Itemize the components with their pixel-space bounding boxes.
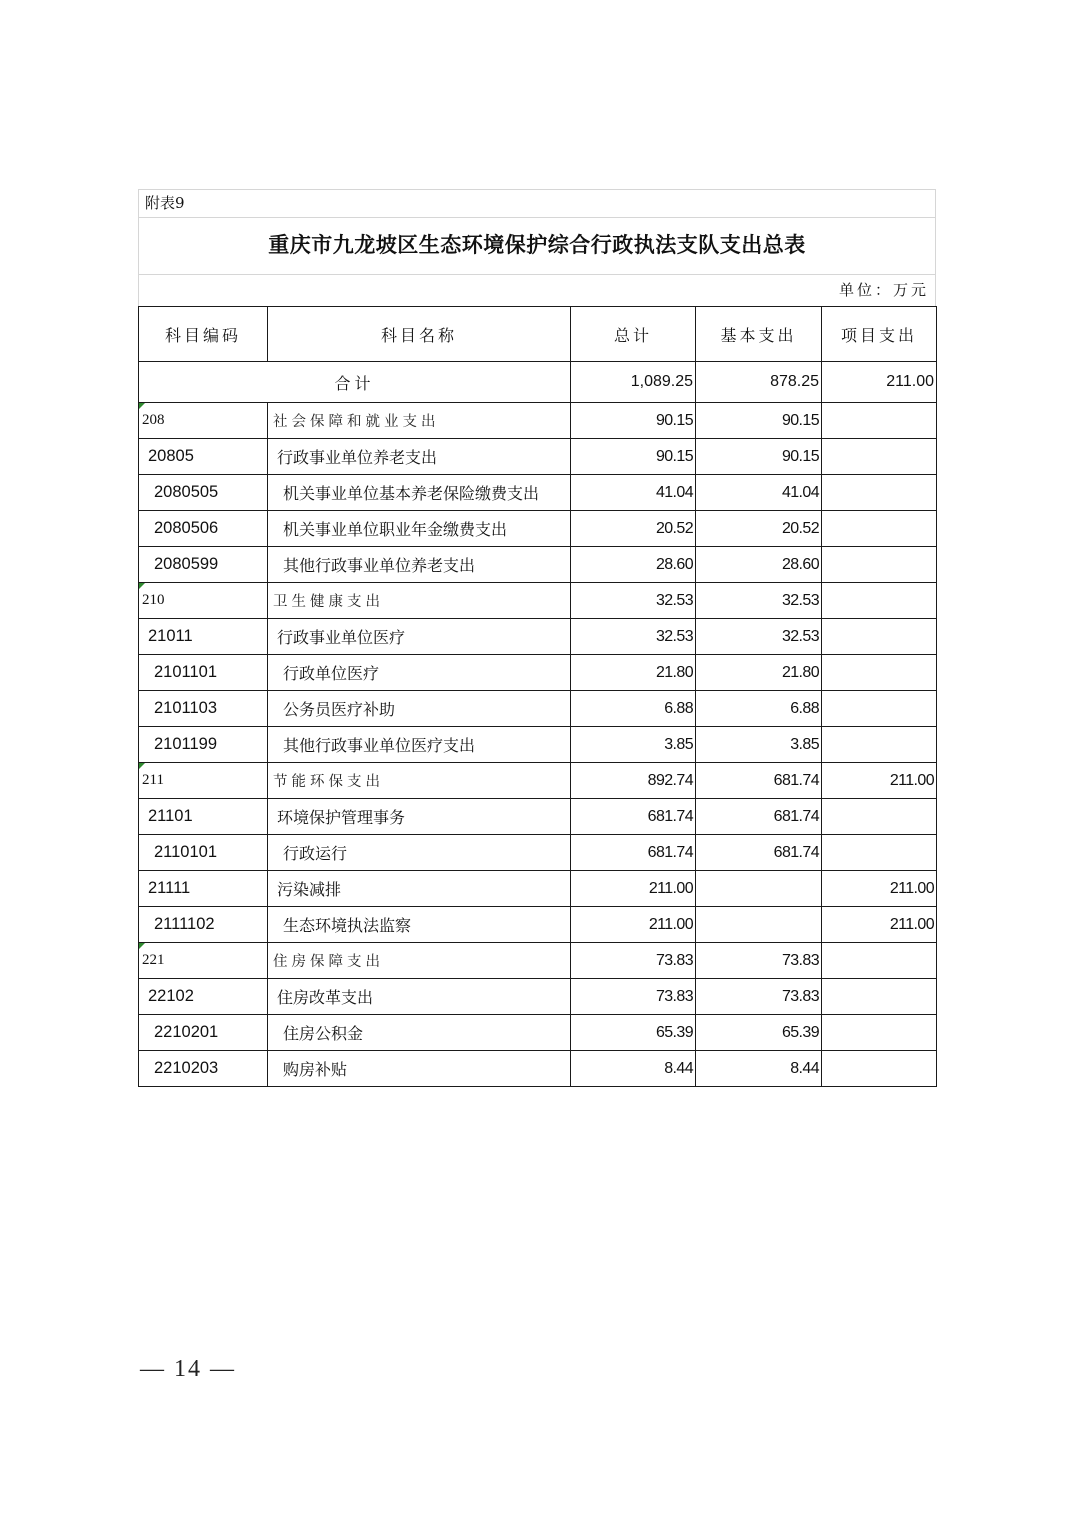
table-row — [139, 691, 937, 727]
table-row — [139, 871, 937, 907]
row-basic: 681.74 — [696, 763, 822, 799]
table-row — [139, 439, 937, 475]
total-row — [139, 362, 937, 403]
row-total: 3.85 — [571, 727, 696, 763]
row-basic: 6.88 — [696, 691, 822, 727]
row-project — [822, 691, 937, 727]
row-code — [139, 655, 268, 691]
table-row — [139, 655, 937, 691]
row-basic: 73.83 — [696, 943, 822, 979]
row-code-text: 211 — [142, 772, 164, 788]
row-basic: 65.39 — [696, 1015, 822, 1051]
row-code-text: 2101103 — [154, 699, 218, 717]
row-project — [822, 511, 937, 547]
row-basic: 73.83 — [696, 979, 822, 1015]
row-name: 住房公积金 — [268, 1015, 571, 1051]
row-basic: 90.15 — [696, 439, 822, 475]
row-project — [822, 943, 937, 979]
total-project: 211.00 — [822, 362, 937, 403]
row-project — [822, 439, 937, 475]
row-total: 681.74 — [571, 799, 696, 835]
row-project — [822, 1051, 937, 1087]
table-row — [139, 799, 937, 835]
row-project — [822, 835, 937, 871]
row-code — [139, 511, 268, 547]
row-basic: 681.74 — [696, 835, 822, 871]
row-basic: 8.44 — [696, 1051, 822, 1087]
row-code-text: 210 — [142, 592, 165, 608]
row-code — [139, 439, 268, 475]
column-header-project: 项目支出 — [822, 307, 937, 362]
row-name: 机关事业单位职业年金缴费支出 — [268, 511, 571, 547]
row-code-text: 2080599 — [154, 555, 219, 573]
row-code — [139, 619, 268, 655]
table-row — [139, 547, 937, 583]
table-row — [139, 403, 937, 439]
row-name: 公务员医疗补助 — [268, 691, 571, 727]
row-name: 住房改革支出 — [268, 979, 571, 1015]
row-total: 65.39 — [571, 1015, 696, 1051]
row-code — [139, 943, 268, 979]
row-basic: 41.04 — [696, 475, 822, 511]
sheet-header — [138, 189, 936, 306]
row-project — [822, 727, 937, 763]
row-basic — [696, 871, 822, 907]
row-code — [139, 1051, 268, 1087]
row-total: 32.53 — [571, 619, 696, 655]
green-marker-icon — [139, 583, 145, 589]
row-total: 41.04 — [571, 475, 696, 511]
row-code-text: 2101101 — [154, 663, 218, 681]
row-total: 73.83 — [571, 943, 696, 979]
table-row — [139, 583, 937, 619]
row-total: 28.60 — [571, 547, 696, 583]
row-code — [139, 583, 268, 619]
total-label: 合计 — [139, 362, 571, 403]
table-row — [139, 763, 937, 799]
row-code — [139, 547, 268, 583]
row-total: 211.00 — [571, 871, 696, 907]
row-name: 卫生健康支出 — [268, 583, 571, 619]
row-name: 购房补贴 — [268, 1051, 571, 1087]
row-total: 90.15 — [571, 403, 696, 439]
row-code-text: 21011 — [148, 627, 193, 645]
row-code-text: 2080505 — [154, 483, 219, 501]
green-marker-icon — [139, 403, 145, 409]
expenditure-table — [138, 306, 937, 1087]
row-total: 681.74 — [571, 835, 696, 871]
row-total: 211.00 — [571, 907, 696, 943]
row-total: 32.53 — [571, 583, 696, 619]
table-row — [139, 511, 937, 547]
row-code — [139, 763, 268, 799]
row-code-text: 208 — [142, 412, 165, 428]
row-project — [822, 655, 937, 691]
row-code — [139, 1015, 268, 1051]
table-row — [139, 619, 937, 655]
row-total: 8.44 — [571, 1051, 696, 1087]
row-total: 90.15 — [571, 439, 696, 475]
row-code — [139, 403, 268, 439]
row-name: 社会保障和就业支出 — [268, 403, 571, 439]
row-basic: 90.15 — [696, 403, 822, 439]
row-code — [139, 979, 268, 1015]
total-total: 1,089.25 — [571, 362, 696, 403]
table-row — [139, 907, 937, 943]
row-name: 行政单位医疗 — [268, 655, 571, 691]
row-basic: 21.80 — [696, 655, 822, 691]
table-row — [139, 1015, 937, 1051]
row-name: 住房保障支出 — [268, 943, 571, 979]
row-basic: 32.53 — [696, 619, 822, 655]
row-total: 73.83 — [571, 979, 696, 1015]
row-code-text: 2101199 — [154, 735, 218, 753]
row-project — [822, 547, 937, 583]
table-header-row — [139, 307, 937, 362]
row-basic — [696, 907, 822, 943]
row-code-text: 21111 — [148, 879, 191, 897]
table-row — [139, 475, 937, 511]
row-code — [139, 475, 268, 511]
table-row — [139, 727, 937, 763]
row-name: 行政事业单位养老支出 — [268, 439, 571, 475]
row-code — [139, 691, 268, 727]
row-project — [822, 403, 937, 439]
row-name: 生态环境执法监察 — [268, 907, 571, 943]
column-header-code: 科目编码 — [139, 307, 268, 362]
row-code — [139, 835, 268, 871]
row-project — [822, 583, 937, 619]
column-header-total: 总计 — [571, 307, 696, 362]
table-title: 重庆市九龙坡区生态环境保护综合行政执法支队支出总表 — [139, 218, 935, 275]
row-code-text: 2080506 — [154, 519, 219, 537]
table-row — [139, 835, 937, 871]
row-code — [139, 907, 268, 943]
row-name: 其他行政事业单位医疗支出 — [268, 727, 571, 763]
row-code-text: 2111102 — [154, 915, 215, 933]
total-basic: 878.25 — [696, 362, 822, 403]
row-project: 211.00 — [822, 871, 937, 907]
table-row — [139, 1051, 937, 1087]
row-basic: 20.52 — [696, 511, 822, 547]
expenditure-sheet — [138, 189, 936, 1087]
row-basic: 28.60 — [696, 547, 822, 583]
page-number: — 14 — — [140, 1356, 236, 1382]
row-name: 污染减排 — [268, 871, 571, 907]
row-name: 行政运行 — [268, 835, 571, 871]
row-name: 节能环保支出 — [268, 763, 571, 799]
row-project — [822, 799, 937, 835]
row-code-text: 2110101 — [154, 843, 218, 861]
row-code-text: 20805 — [148, 447, 194, 465]
row-code-text: 22102 — [148, 987, 194, 1005]
green-marker-icon — [139, 763, 145, 769]
row-name: 其他行政事业单位养老支出 — [268, 547, 571, 583]
row-code — [139, 871, 268, 907]
row-total: 892.74 — [571, 763, 696, 799]
row-code-text: 21101 — [148, 807, 193, 825]
row-code — [139, 799, 268, 835]
row-name: 机关事业单位基本养老保险缴费支出 — [268, 475, 571, 511]
row-total: 6.88 — [571, 691, 696, 727]
row-code-text: 221 — [142, 952, 165, 968]
row-project — [822, 1015, 937, 1051]
row-code-text: 2210201 — [154, 1023, 219, 1041]
column-header-name: 科目名称 — [268, 307, 571, 362]
row-total: 21.80 — [571, 655, 696, 691]
row-project — [822, 475, 937, 511]
row-project — [822, 619, 937, 655]
column-header-basic: 基本支出 — [696, 307, 822, 362]
row-project: 211.00 — [822, 763, 937, 799]
table-row — [139, 979, 937, 1015]
row-basic: 681.74 — [696, 799, 822, 835]
row-total: 20.52 — [571, 511, 696, 547]
row-project — [822, 979, 937, 1015]
attachment-caption: 附表9 — [139, 190, 935, 218]
row-name: 环境保护管理事务 — [268, 799, 571, 835]
row-code — [139, 727, 268, 763]
row-code-text: 2210203 — [154, 1059, 219, 1077]
row-project: 211.00 — [822, 907, 937, 943]
green-marker-icon — [139, 943, 145, 949]
table-row — [139, 943, 937, 979]
row-basic: 32.53 — [696, 583, 822, 619]
unit-label: 单位：万元 — [838, 281, 929, 299]
row-name: 行政事业单位医疗 — [268, 619, 571, 655]
row-basic: 3.85 — [696, 727, 822, 763]
